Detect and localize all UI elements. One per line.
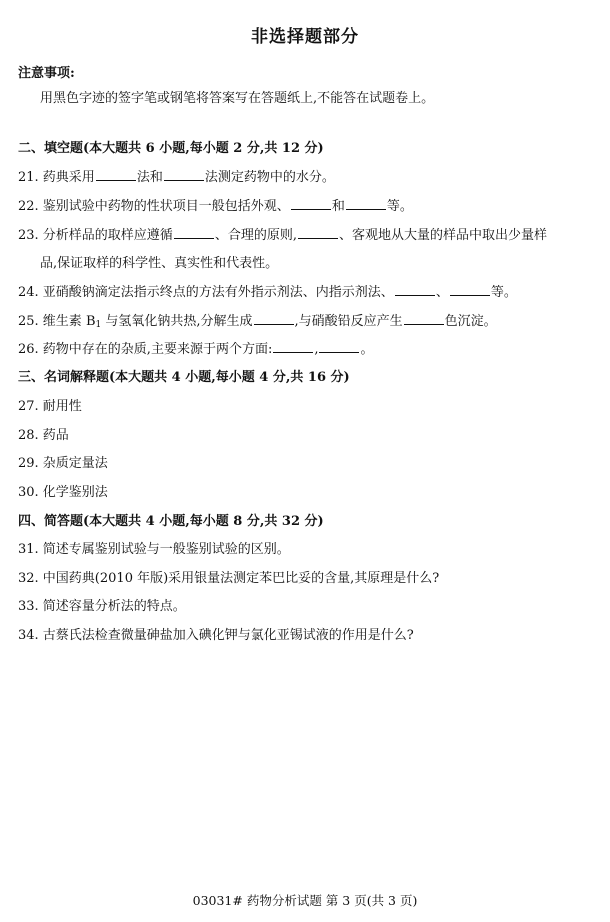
q25-text-b: 与氢氧化钠共热,分解生成	[101, 314, 253, 329]
q21-text-b: 法和	[136, 170, 163, 185]
question-31: 31. 简述专属鉴别试验与一般鉴别试验的区别。	[18, 542, 290, 557]
page-title: 非选择题部分	[251, 27, 359, 47]
answer-blank[interactable]	[298, 237, 338, 239]
question-25	[18, 313, 596, 334]
section4-heading: 四、简答题(本大题共 4 小题,每小题 8 分,共 32 分)	[18, 514, 324, 529]
question-21	[18, 169, 596, 187]
notice-text: 用黑色字迹的签字笔或钢笔将答案写在答题纸上,不能答在试题卷上。	[40, 91, 435, 106]
question-26	[18, 341, 596, 359]
question-30: 30. 化学鉴别法	[18, 485, 108, 500]
answer-blank[interactable]	[404, 323, 444, 325]
q26-text-b: ,	[314, 342, 319, 357]
notice-heading: 注意事项:	[18, 66, 75, 81]
q23-text-a: 23. 分析样品的取样应遵循	[18, 228, 173, 243]
q24-text-a: 24. 亚硝酸钠滴定法指示终点的方法有外指示剂法、内指示剂法、	[18, 285, 394, 300]
q23-text-b: 、合理的原则,	[214, 228, 297, 243]
question-34: 34. 古蔡氏法检查微量砷盐加入碘化钾与氯化亚锡试液的作用是什么?	[18, 628, 414, 643]
answer-blank[interactable]	[174, 237, 214, 239]
question-28: 28. 药品	[18, 428, 69, 443]
section3-heading: 三、名词解释题(本大题共 4 小题,每小题 4 分,共 16 分)	[18, 370, 350, 385]
q23-text-c: 、客观地从大量的样品中取出少量样	[338, 228, 547, 243]
q24-text-c: 等。	[490, 285, 517, 300]
question-27: 27. 耐用性	[18, 399, 82, 414]
question-33: 33. 简述容量分析法的特点。	[18, 599, 186, 614]
q25-text-d: 色沉淀。	[444, 314, 497, 329]
q24-text-b: 、	[435, 285, 449, 300]
answer-blank[interactable]	[254, 323, 294, 325]
q21-text-a: 21. 药典采用	[18, 170, 95, 185]
answer-blank[interactable]	[346, 208, 386, 210]
q22-text-b: 和	[331, 199, 345, 214]
answer-blank[interactable]	[450, 294, 490, 296]
q26-text-c: 。	[360, 342, 374, 357]
question-32: 32. 中国药典(2010 年版)采用银量法测定苯巴比妥的含量,其原理是什么?	[18, 571, 440, 586]
question-23	[18, 227, 596, 245]
answer-blank[interactable]	[273, 351, 313, 353]
page-footer: 03031# 药物分析试题 第 3 页(共 3 页)	[192, 893, 418, 908]
q26-text-a: 26. 药物中存在的杂质,主要来源于两个方面:	[18, 342, 273, 357]
answer-blank[interactable]	[96, 179, 136, 181]
question-22	[18, 198, 596, 216]
q21-text-c: 法测定药物中的水分。	[204, 170, 335, 185]
section2-heading: 二、填空题(本大题共 6 小题,每小题 2 分,共 12 分)	[18, 141, 324, 156]
answer-blank[interactable]	[164, 179, 204, 181]
q25-text-a: 25. 维生素 B	[18, 314, 96, 329]
question-24	[18, 284, 596, 302]
q25-text-c: ,与硝酸铅反应产生	[294, 314, 403, 329]
answer-blank[interactable]	[291, 208, 331, 210]
question-23-cont: 品,保证取样的科学性、真实性和代表性。	[40, 256, 279, 271]
q22-text-c: 等。	[386, 199, 413, 214]
question-29: 29. 杂质定量法	[18, 456, 108, 471]
q25-subscript: 1	[95, 320, 102, 330]
answer-blank[interactable]	[319, 351, 359, 353]
q22-text-a: 22. 鉴别试验中药物的性状项目一般包括外观、	[18, 199, 290, 214]
answer-blank[interactable]	[395, 294, 435, 296]
